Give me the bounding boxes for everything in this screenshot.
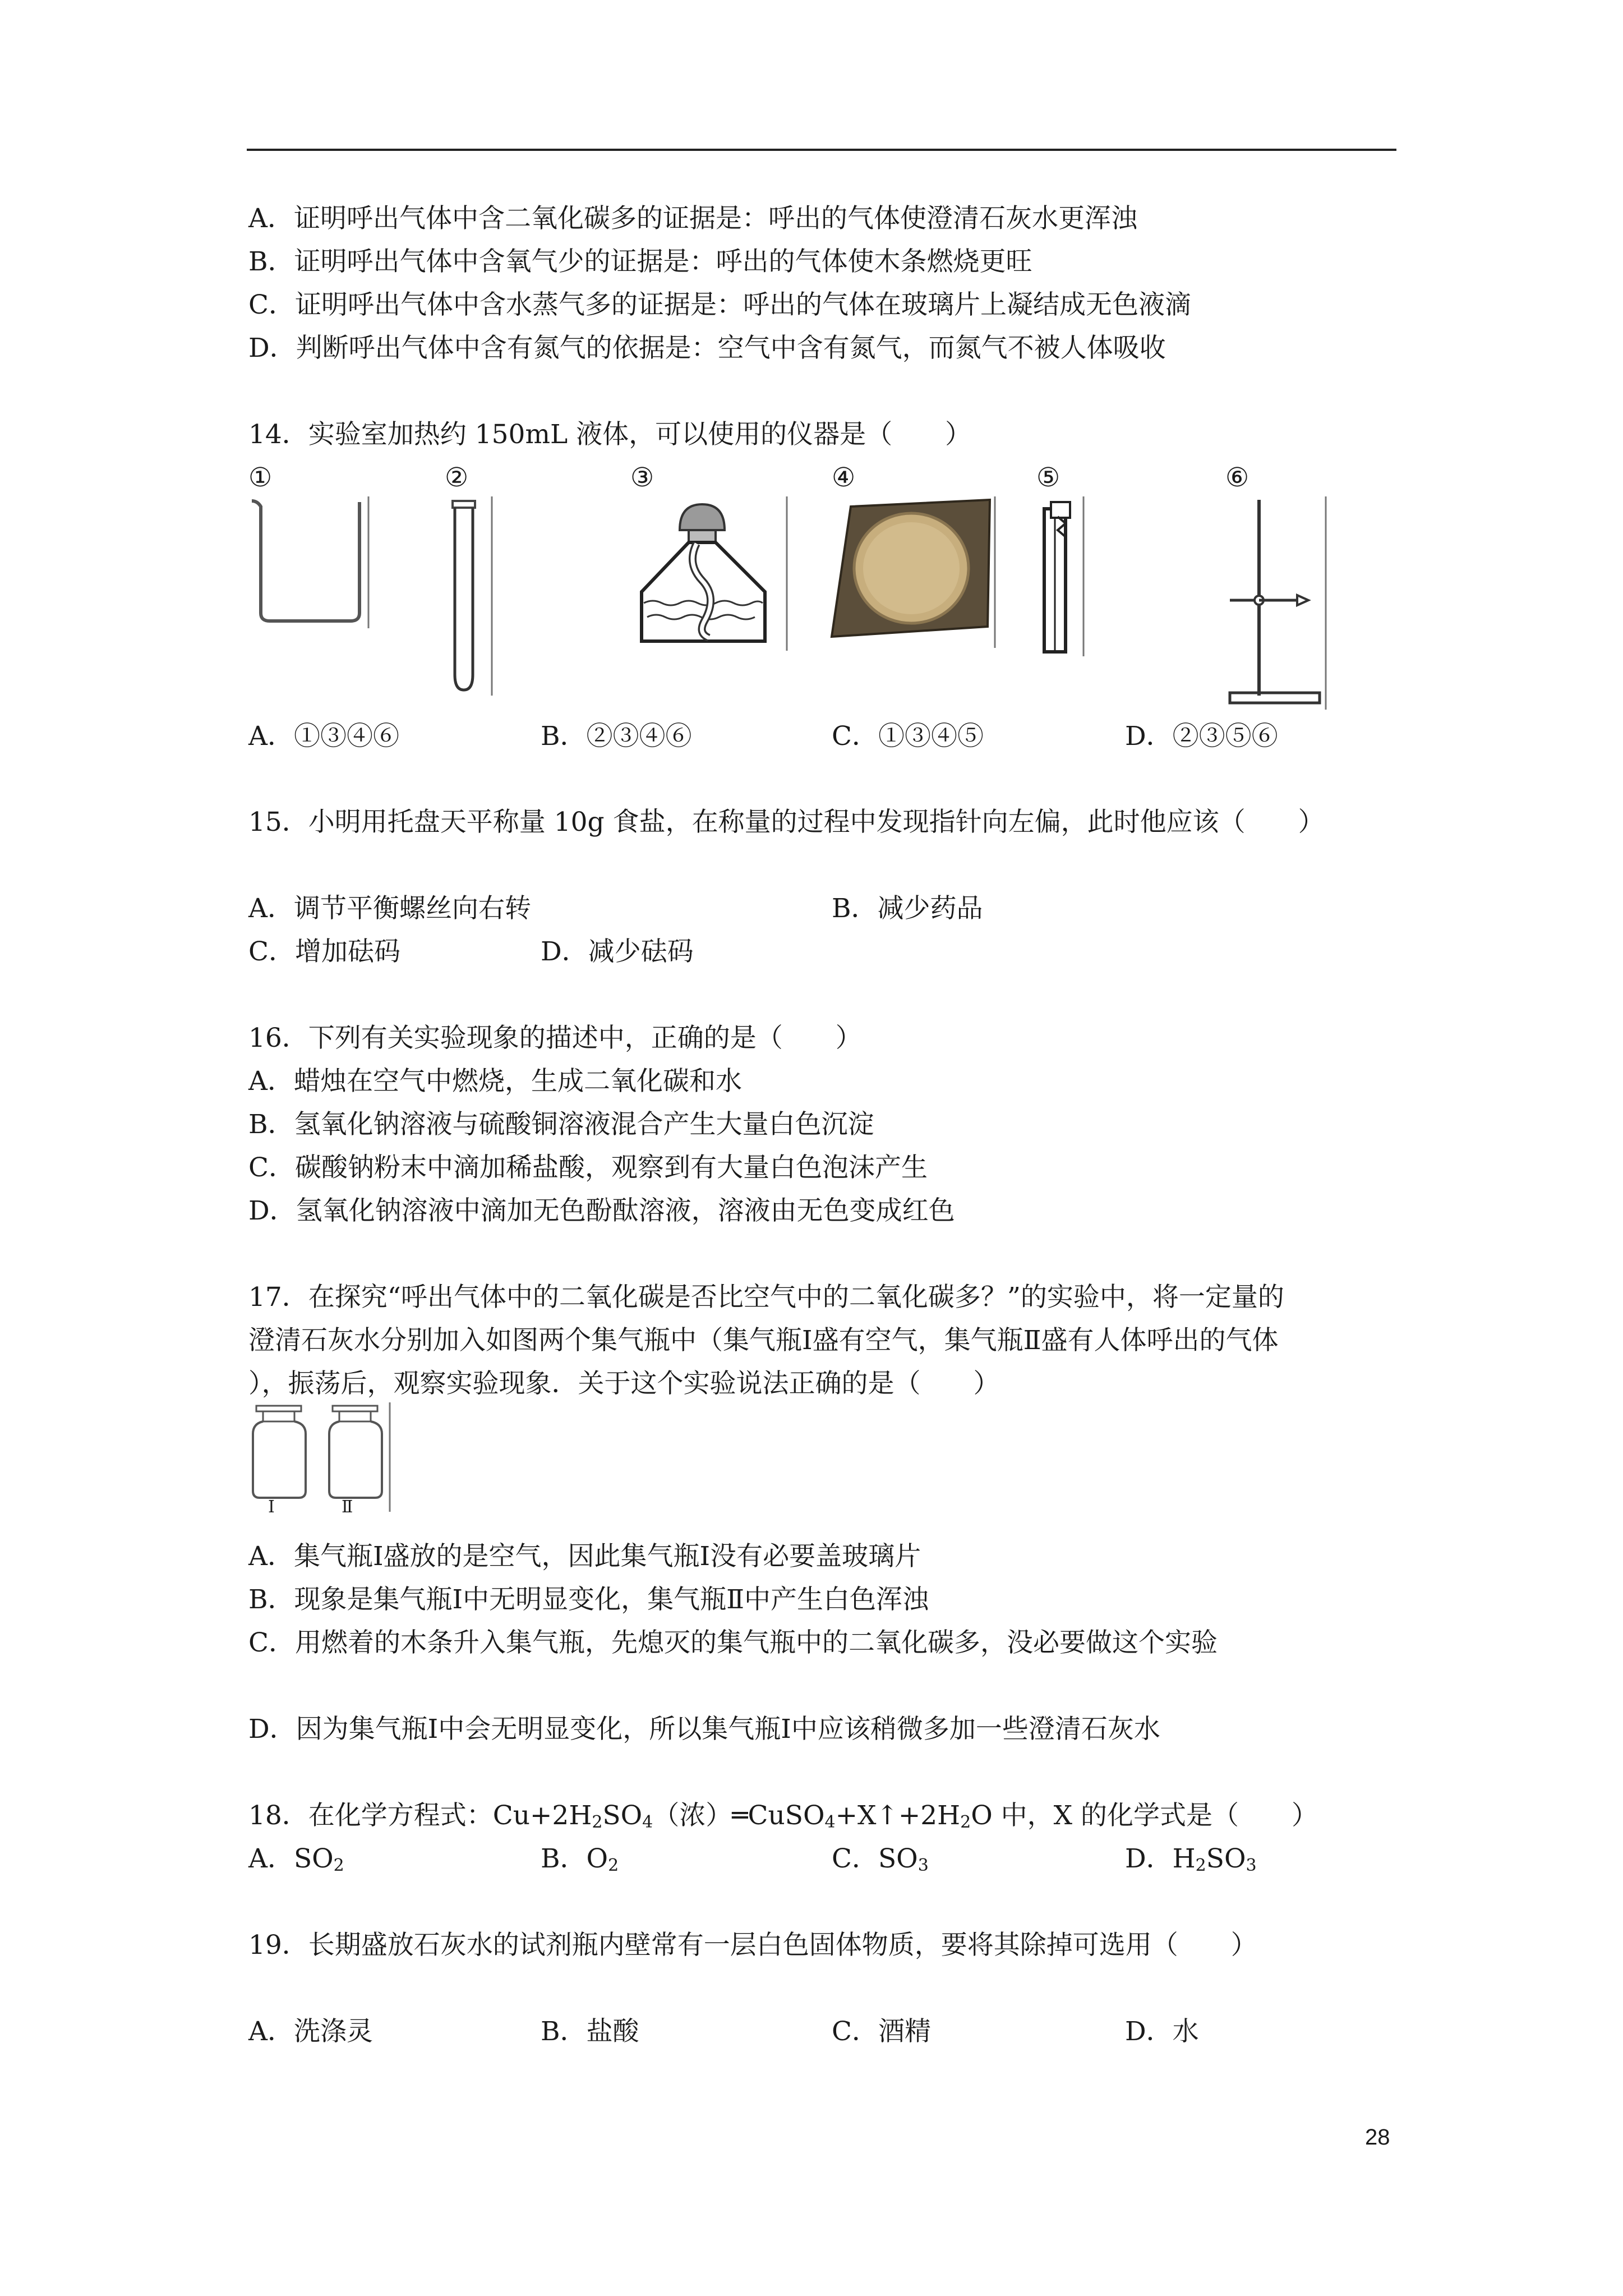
q18-option-d: D．$H_2SO_3$ [1125, 1843, 1257, 1875]
q17-stem-line-1: 17．在探究“呼出气体中的二氧化碳是否比空气中的二氧化碳多？”的实验中，将一定量的 [248, 1282, 1284, 1313]
gas-bottles-figure [248, 1402, 394, 1512]
q15-option-b: B．减少药品 [832, 893, 983, 924]
q15-option-c: C．增加砝码 [248, 936, 400, 967]
q14-label-3: ③ [630, 462, 654, 493]
q13-option-c: C．证明呼出气体中含水蒸气多的证据是：呼出的气体在玻璃片上凝结成无色液滴 [248, 289, 1191, 320]
q16-stem: 16．下列有关实验现象的描述中，正确的是（ ） [248, 1023, 862, 1053]
gas-bottle-2 [329, 1406, 382, 1498]
q14-label-6: ⑥ [1225, 462, 1249, 493]
q14-option-a: A．①③④⑥ [248, 721, 399, 752]
q16-option-c: C．碳酸钠粉末中滴加稀盐酸，观察到有大量白色泡沫产生 [248, 1152, 928, 1183]
gas-bottle-1 [253, 1406, 306, 1498]
header-rule [247, 149, 1396, 151]
q14-option-b: B．②③④⑥ [541, 721, 692, 752]
q16-option-b: B．氢氧化钠溶液与硫酸铜溶液混合产生大量白色沉淀 [248, 1109, 874, 1140]
q14-option-d: D．②③⑤⑥ [1125, 721, 1278, 752]
test-tube-figure [445, 496, 495, 696]
q16-option-d: D．氢氧化钠溶液中滴加无色酚酞溶液，溶液由无色变成红色 [248, 1195, 955, 1226]
q17-stem-line-3: ），振荡后，观察实验现象．关于这个实验说法正确的是（ ） [248, 1368, 1000, 1399]
bottle-label-1: Ⅰ [268, 1497, 275, 1517]
q15-option-d: D．减少砝码 [541, 936, 694, 967]
q14-stem: 14．实验室加热约 150mL 液体，可以使用的仪器是（ ） [248, 419, 972, 450]
q17-option-a: A．集气瓶Ⅰ盛放的是空气，因此集气瓶Ⅰ没有必要盖玻璃片 [248, 1541, 921, 1572]
q14-label-4: ④ [832, 462, 856, 493]
q18-option-b: B．$O_2$ [541, 1843, 619, 1875]
page-number: 28 [1365, 2125, 1390, 2150]
q14-option-c: C．①③④⑤ [832, 721, 984, 752]
beaker-figure [248, 496, 372, 628]
q14-label-2: ② [445, 462, 469, 493]
q14-label-5: ⑤ [1036, 462, 1061, 493]
q17-option-b: B．现象是集气瓶Ⅰ中无明显变化，集气瓶Ⅱ中产生白色浑浊 [248, 1584, 929, 1615]
q18-option-c: C．$SO_3$ [832, 1843, 929, 1875]
iron-stand-figure [1225, 496, 1329, 710]
alcohol-lamp-figure [630, 496, 790, 651]
q13-option-a: A．证明呼出气体中含二氧化碳多的证据是：呼出的气体使澄清石灰水更浑浊 [248, 203, 1137, 234]
q15-option-a: A．调节平衡螺丝向右转 [248, 893, 531, 924]
q13-option-d: D．判断呼出气体中含有氮气的依据是：空气中含有氮气，而氮气不被人体吸收 [248, 333, 1166, 364]
q13-option-b: B．证明呼出气体中含氧气少的证据是：呼出的气体使木条燃烧更旺 [248, 246, 1032, 277]
q15-stem: 15．小明用托盘天平称量 10g 食盐，在称量的过程中发现指针向左偏，此时他应该（ ） [248, 807, 1325, 838]
q19-option-d: D．水 [1125, 2016, 1199, 2047]
q19-option-c: C．酒精 [832, 2016, 931, 2047]
q16-option-a: A．蜡烛在空气中燃烧，生成二氧化碳和水 [248, 1066, 742, 1097]
test-tube-clamp-figure [1036, 496, 1087, 656]
q18-stem: 18．在化学方程式：$Cu+2H_2SO_4$（浓）$═CuSO_4+X↑+2H_2O$ 中，X 的化学式是（ ） [248, 1800, 1318, 1832]
bottle-label-2: Ⅱ [342, 1497, 353, 1517]
q17-option-c: C．用燃着的木条升入集气瓶，先熄灭的集气瓶中的二氧化碳多，没必要做这个实验 [248, 1627, 1218, 1658]
q19-stem: 19．长期盛放石灰水的试剂瓶内壁常有一层白色固体物质，要将其除掉可选用（ ） [248, 1930, 1257, 1961]
q17-option-d: D．因为集气瓶Ⅰ中会无明显变化，所以集气瓶Ⅰ中应该稍微多加一些澄清石灰水 [248, 1714, 1160, 1745]
q19-option-b: B．盐酸 [541, 2016, 639, 2047]
q14-label-1: ① [248, 462, 273, 493]
asbestos-gauze-figure [827, 496, 998, 648]
q18-option-a: A．$SO_2$ [248, 1843, 344, 1875]
q19-option-a: A．洗涤灵 [248, 2016, 373, 2047]
q17-stem-line-2: 澄清石灰水分别加入如图两个集气瓶中（集气瓶Ⅰ盛有空气，集气瓶Ⅱ盛有人体呼出的气体 [248, 1325, 1279, 1356]
